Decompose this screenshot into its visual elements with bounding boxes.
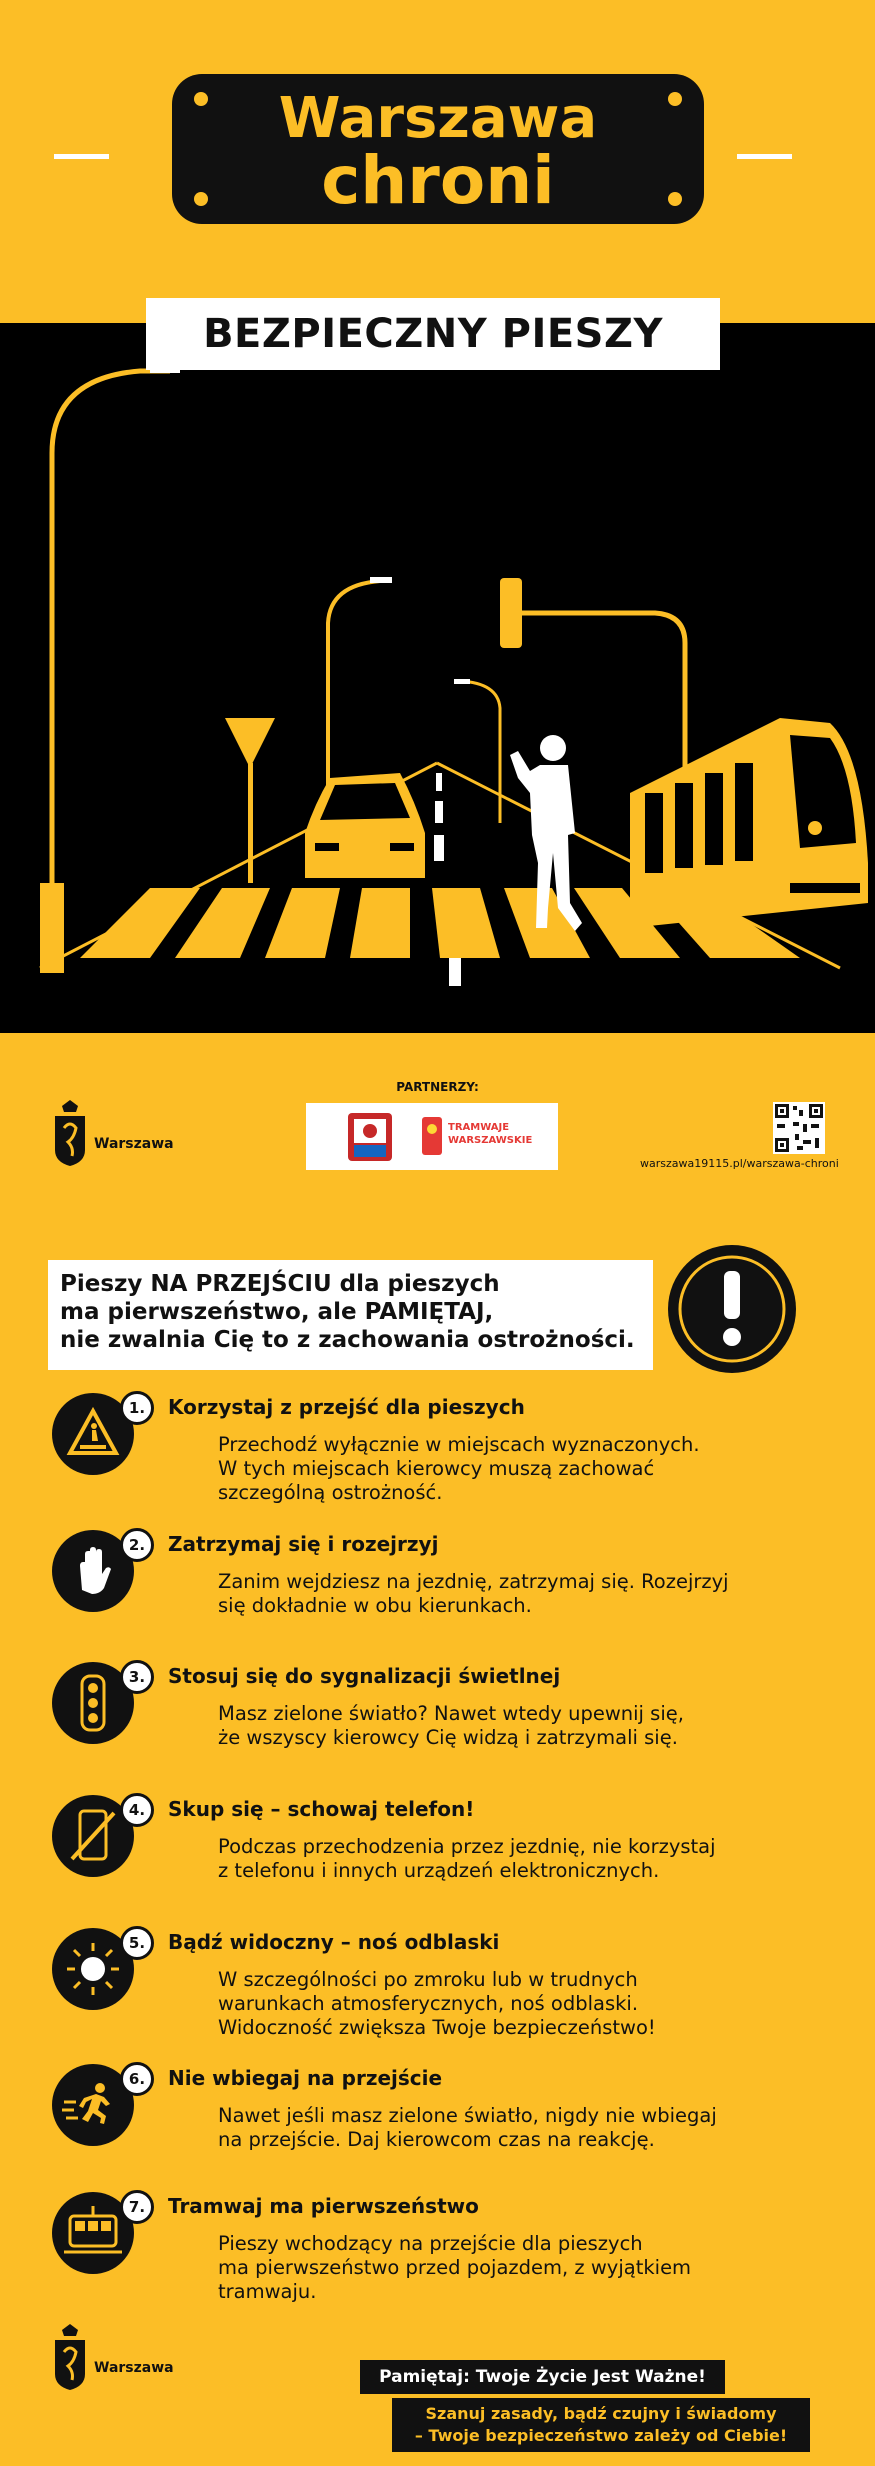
rule-body bbox=[218, 1570, 858, 1618]
rule-body bbox=[218, 1433, 858, 1505]
rule-item bbox=[52, 1530, 852, 1640]
rule-body-line: Nawet jeśli masz zielone światło, nigdy nie wbiegaj bbox=[218, 2104, 717, 2127]
rule-body-line: warunkach atmosferycznych, noś odblaski. bbox=[218, 1992, 639, 2015]
rule-title: Zatrzymaj się i rozejrzyj bbox=[168, 1532, 439, 1556]
street-illustration bbox=[0, 323, 875, 1033]
warsaw-crest-icon bbox=[52, 1098, 88, 1168]
warszawa-logo bbox=[52, 1098, 174, 1172]
footer-message-line1: Szanuj zasady, bądź czujny i świadomy bbox=[425, 2404, 777, 2423]
footer-message bbox=[392, 2398, 810, 2452]
rule-body-line: z telefonu i innych urządzeń elektronicznych. bbox=[218, 1859, 660, 1882]
rule-body-line: Masz zielone światło? Nawet wtedy upewnij się, bbox=[218, 1702, 684, 1725]
footer-slogan: Pamiętaj: Twoje Życie Jest Ważne! bbox=[360, 2360, 725, 2394]
title-line2: chroni bbox=[321, 142, 555, 219]
website-url[interactable]: warszawa19115.pl/warszawa-chroni bbox=[640, 1157, 839, 1170]
rule-number: 6. bbox=[120, 2062, 154, 2096]
partners-label: PARTNERZY: bbox=[396, 1080, 479, 1094]
rule-item bbox=[52, 1662, 852, 1772]
rule-item bbox=[52, 2192, 852, 2322]
rule-title: Stosuj się do sygnalizacji świetlnej bbox=[168, 1664, 561, 1688]
notice-box bbox=[48, 1260, 653, 1370]
rule-item bbox=[52, 1795, 852, 1905]
rule-body-line: W szczególności po zmroku lub w trudnych bbox=[218, 1968, 638, 1991]
tram-company-icon bbox=[420, 1115, 444, 1157]
rule-item bbox=[52, 1393, 852, 1513]
rule-body-line: tramwaju. bbox=[218, 2280, 317, 2303]
city-name: Warszawa bbox=[94, 2360, 174, 2376]
notice-line2: ma pierwszeństwo, ale PAMIĘTAJ, bbox=[60, 1299, 494, 1325]
rule-title: Skup się – schowaj telefon! bbox=[168, 1797, 475, 1821]
rule-item bbox=[52, 1928, 852, 2058]
police-crest-icon bbox=[340, 1107, 400, 1167]
rule-title: Tramwaj ma pierwszeństwo bbox=[168, 2194, 479, 2218]
rule-body-line: Przechodź wyłącznie w miejscach wyznaczonych. bbox=[218, 1433, 700, 1456]
header-decor-line-left bbox=[54, 154, 109, 159]
qr-code-icon bbox=[773, 1102, 825, 1154]
partner-logos-box bbox=[306, 1103, 558, 1170]
rule-body-line: że wszyscy kierowcy Cię widzą i zatrzymali się. bbox=[218, 1726, 678, 1749]
title-plate bbox=[172, 74, 704, 224]
rule-title: Bądź widoczny – noś odblaski bbox=[168, 1930, 500, 1954]
rule-item bbox=[52, 2064, 852, 2174]
warsaw-crest-icon bbox=[52, 2322, 88, 2392]
rule-body bbox=[218, 1702, 858, 1750]
qr-code[interactable] bbox=[773, 1102, 825, 1158]
city-name: Warszawa bbox=[94, 1136, 174, 1152]
rule-body-line: Zanim wejdziesz na jezdnię, zatrzymaj się. Rozejrzyj bbox=[218, 1570, 729, 1593]
rule-body bbox=[218, 1968, 858, 2040]
rule-body-line: na przejście. Daj kierowcom czas na reakcję. bbox=[218, 2128, 655, 2151]
street-scene bbox=[0, 323, 875, 1033]
rule-number: 4. bbox=[120, 1793, 154, 1827]
rule-body-line: szczególną ostrożność. bbox=[218, 1481, 443, 1504]
rule-body bbox=[218, 2232, 858, 2304]
rule-body-line: W tych miejscach kierowcy muszą zachować bbox=[218, 1457, 655, 1480]
tram-company-name: TRAMWAJE WARSZAWSKIE bbox=[448, 1122, 533, 1146]
notice-line1: Pieszy NA PRZEJŚCIU dla pieszych bbox=[60, 1271, 500, 1297]
rule-number: 3. bbox=[120, 1660, 154, 1694]
rule-body-line: Pieszy wchodzący na przejście dla pieszych bbox=[218, 2232, 643, 2255]
banner-title: BEZPIECZNY PIESZY bbox=[146, 298, 720, 370]
rule-number: 1. bbox=[120, 1391, 154, 1425]
rule-body-line: Widoczność zwiększa Twoje bezpieczeństwo! bbox=[218, 2016, 656, 2039]
header-decor-line-right bbox=[737, 154, 792, 159]
footer-message-line2: – Twoje bezpieczeństwo zależy od Ciebie! bbox=[414, 2426, 788, 2445]
exclamation-icon bbox=[668, 1245, 796, 1373]
rule-body-line: Podczas przechodzenia przez jezdnię, nie korzystaj bbox=[218, 1835, 716, 1858]
rule-number: 5. bbox=[120, 1926, 154, 1960]
rule-body bbox=[218, 1835, 858, 1883]
rule-number: 2. bbox=[120, 1528, 154, 1562]
rule-title: Korzystaj z przejść dla pieszych bbox=[168, 1395, 525, 1419]
rule-body-line: ma pierwszeństwo przed pojazdem, z wyjątkiem bbox=[218, 2256, 692, 2279]
rule-number: 7. bbox=[120, 2190, 154, 2224]
rule-body-line: się dokładnie w obu kierunkach. bbox=[218, 1594, 532, 1617]
notice-line3: nie zwalnia Cię to z zachowania ostrożności. bbox=[60, 1327, 635, 1353]
title-line1: Warszawa bbox=[278, 86, 598, 151]
footer-warszawa-logo bbox=[52, 2322, 174, 2396]
rule-title: Nie wbiegaj na przejście bbox=[168, 2066, 443, 2090]
rule-body bbox=[218, 2104, 858, 2152]
